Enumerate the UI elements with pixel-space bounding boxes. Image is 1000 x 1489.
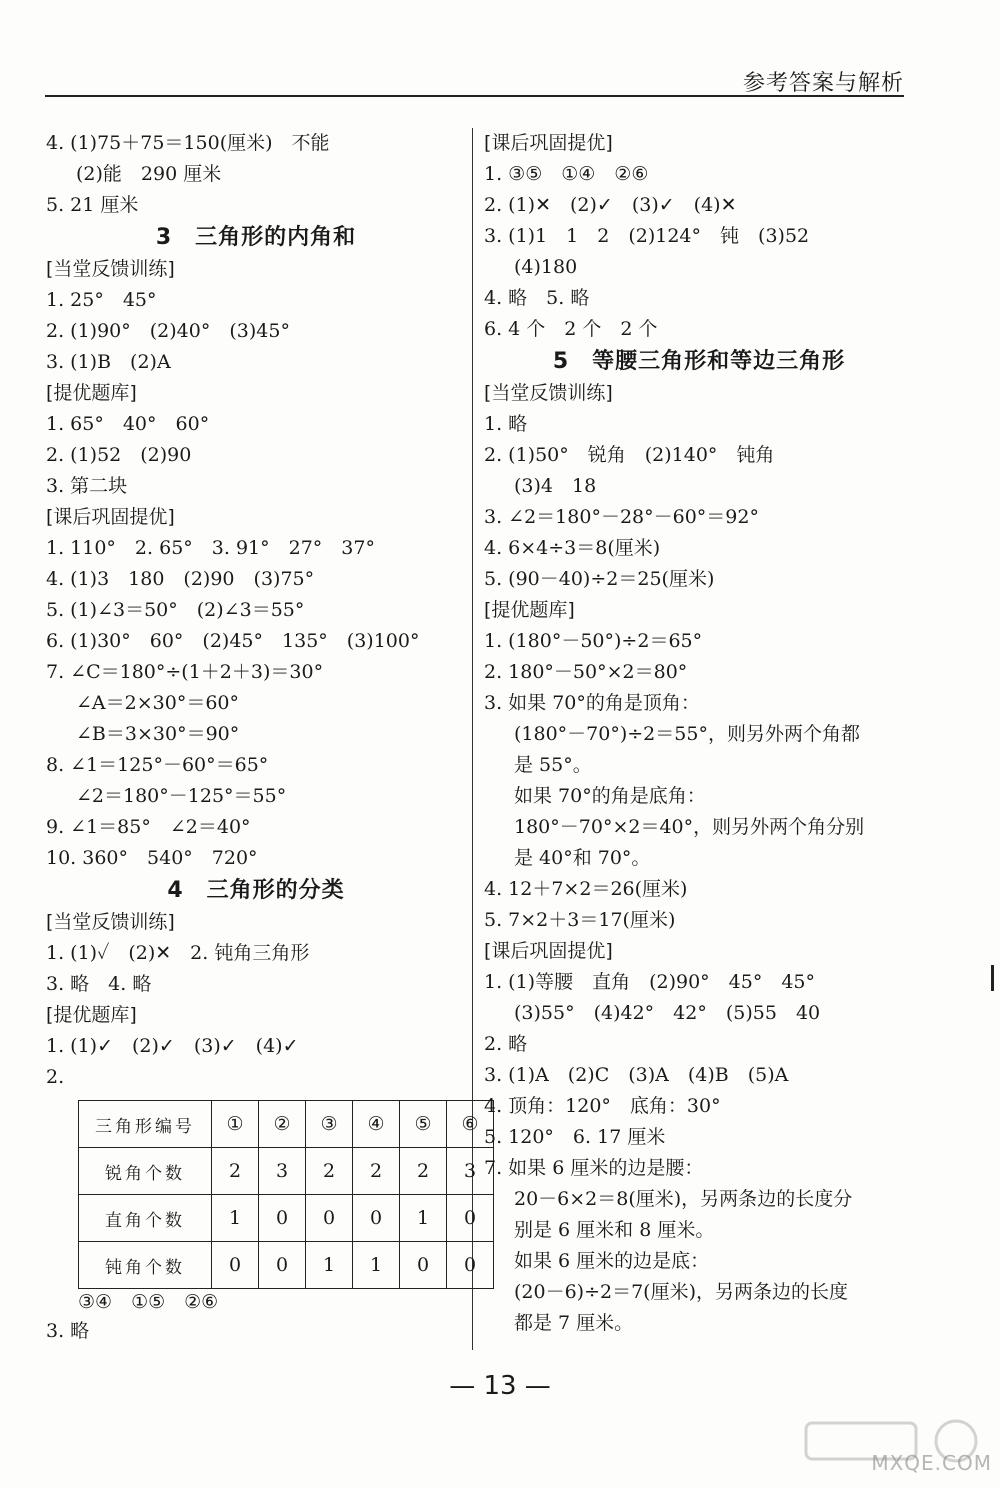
answer-line: 1. 110° 2. 65° 3. 91° 27° 37°	[46, 537, 375, 559]
table-cell: 0	[447, 1242, 494, 1289]
answer-line: 10. 360° 540° 720°	[46, 847, 258, 869]
left-column	[46, 128, 466, 1093]
answer-line: (20－6)÷2＝7(厘米)，另两条边的长度	[514, 1281, 849, 1303]
table-row-label: 直角个数	[79, 1195, 212, 1242]
table-cell: 0	[259, 1195, 306, 1242]
table-header-cell: ①	[212, 1101, 259, 1148]
answer-line: 7. ∠C＝180°÷(1＋2＋3)＝30°	[46, 661, 324, 683]
answer-line: 3. ∠2＝180°－28°－60°＝92°	[484, 506, 759, 528]
table-row	[79, 1148, 494, 1195]
table-header-cell: 三角形编号	[79, 1101, 212, 1148]
table-cell: 0	[400, 1242, 447, 1289]
answer-line: 4. (1)3 180 (2)90 (3)75°	[46, 568, 315, 590]
answer-line: 如果 6 厘米的边是底：	[514, 1250, 710, 1272]
table-cell: 1	[212, 1195, 259, 1242]
table-cell: 1	[306, 1242, 353, 1289]
table-cell: 2	[353, 1148, 400, 1195]
answer-line: 3. (1)B (2)A	[46, 351, 171, 373]
answer-line: (3)55° (4)42° 42° (5)55 40	[514, 1002, 821, 1024]
answer-line: 2. 180°－50°×2＝80°	[484, 661, 688, 683]
answer-line: 如果 70°的角是底角：	[514, 785, 706, 807]
table-header-cell: ⑤	[400, 1101, 447, 1148]
table-cell: 3	[447, 1148, 494, 1195]
answer-line: (3)4 18	[514, 475, 597, 497]
header-title: 参考答案与解析	[742, 71, 904, 96]
answer-line: 6. (1)30° 60° (2)45° 135° (3)100°	[46, 630, 420, 652]
table-header-cell: ③	[306, 1101, 353, 1148]
answer-line: 1. 25° 45°	[46, 289, 157, 311]
answer-line: 是 40°和 70°。	[514, 847, 651, 869]
table-cell: 2	[306, 1148, 353, 1195]
answer-line: 1. 65° 40° 60°	[46, 413, 210, 435]
subsection-label: [提优题库]	[46, 382, 137, 404]
answer-line: 3. 第二块	[46, 475, 128, 497]
answer-line: 1. (1)等腰 直角 (2)90° 45° 45°	[484, 971, 816, 993]
table-header-cell: ②	[259, 1101, 306, 1148]
answer-line: (4)180	[514, 256, 578, 278]
answer-line: 2. (1)90° (2)40° (3)45°	[46, 320, 290, 342]
answer-line: (180°－70°)÷2＝55°，则另外两个角都	[514, 723, 860, 745]
answer-line: 2. (1)50° 锐角 (2)140° 钝角	[484, 444, 775, 466]
answer-line: ∠A＝2×30°＝60°	[76, 692, 240, 714]
answer-line: 180°－70°×2＝40°，则另外两个角分别	[514, 816, 865, 838]
answer-line: 2. (1)✕ (2)✓ (3)✓ (4)✕	[484, 194, 737, 216]
answer-line: 别是 6 厘米和 8 厘米。	[514, 1219, 715, 1241]
answer-line: 2.	[46, 1066, 65, 1088]
section-title: 5 等腰三角形和等边三角形	[552, 349, 846, 374]
answer-line: 1. (1)✓ (2)✓ (3)✓ (4)✓	[46, 1035, 299, 1057]
table-cell: 2	[212, 1148, 259, 1195]
answer-line: 1. (180°－50°)÷2＝65°	[484, 630, 703, 652]
right-column	[484, 128, 914, 1339]
subsection-label: [课后巩固提优]	[484, 132, 613, 154]
answer-line: 1. 略	[484, 413, 528, 435]
section-title: 3 三角形的内角和	[155, 225, 357, 250]
table-cell: 0	[353, 1195, 400, 1242]
table-row-label: 钝角个数	[79, 1242, 212, 1289]
answer-line: ∠2＝180°－125°＝55°	[76, 785, 287, 807]
answer-line: 3. 略 4. 略	[46, 973, 152, 995]
page-number: — 13 —	[449, 1371, 551, 1401]
table-cell: 0	[259, 1242, 306, 1289]
triangle-table	[78, 1100, 494, 1289]
answer-line: 20－6×2＝8(厘米)，另两条边的长度分	[514, 1188, 853, 1210]
page-header	[0, 0, 1000, 100]
answer-line: 是 55°。	[514, 754, 592, 776]
answer-line: 3. (1)A (2)C (3)A (4)B (5)A	[484, 1064, 789, 1086]
table-cell: 0	[447, 1195, 494, 1242]
header-rule	[45, 95, 904, 97]
table-row-label: 锐角个数	[79, 1148, 212, 1195]
answer-line: 5. (1)∠3＝50° (2)∠3＝55°	[46, 599, 305, 621]
answer-line: 5. 21 厘米	[46, 194, 139, 216]
answer-line: 2. 略	[484, 1033, 528, 1055]
answer-line: 4. 12＋7×2＝26(厘米)	[484, 878, 688, 900]
table-cell: 0	[212, 1242, 259, 1289]
answer-line: 3. (1)1 1 2 (2)124° 钝 (3)52	[484, 225, 810, 247]
answer-line: 5. (90－40)÷2＝25(厘米)	[484, 568, 715, 590]
answer-line: ③④ ①⑤ ②⑥	[78, 1291, 219, 1313]
table-header-cell: ④	[353, 1101, 400, 1148]
answer-line: 4. 顶角：120° 底角：30°	[484, 1095, 721, 1117]
answer-line: 7. 如果 6 厘米的边是腰：	[484, 1157, 704, 1179]
answer-line: 6. 4 个 2 个 2 个	[484, 318, 658, 340]
section-title: 4 三角形的分类	[167, 878, 345, 903]
table-cell: 2	[400, 1148, 447, 1195]
table-cell: 0	[306, 1195, 353, 1242]
answer-line: 3. 如果 70°的角是顶角：	[484, 692, 700, 714]
subsection-label: [当堂反馈训练]	[46, 911, 175, 933]
subsection-label: [课后巩固提优]	[46, 506, 175, 528]
answer-line: 2. (1)52 (2)90	[46, 444, 192, 466]
table-cell: 1	[400, 1195, 447, 1242]
answer-line: 都是 7 厘米。	[514, 1312, 634, 1334]
table-header-row	[79, 1101, 494, 1148]
table-row	[79, 1242, 494, 1289]
subsection-label: [提优题库]	[484, 599, 575, 621]
subsection-label: [当堂反馈训练]	[46, 258, 175, 280]
answer-line: 3. 略	[46, 1320, 90, 1342]
subsection-label: [提优题库]	[46, 1004, 137, 1026]
table-cell: 3	[259, 1148, 306, 1195]
answer-line: 5. 120° 6. 17 厘米	[484, 1126, 666, 1148]
answer-line: 9. ∠1＝85° ∠2＝40°	[46, 816, 251, 838]
answer-line: 1. (1)✓ (2)✕ 2. 钝角三角形	[46, 942, 310, 964]
table-header-cell: ⑥	[447, 1101, 494, 1148]
answer-line: (2)能 290 厘米	[76, 163, 222, 185]
answer-line: 4. (1)75＋75＝150(厘米) 不能	[46, 132, 330, 154]
table-row	[79, 1195, 494, 1242]
subsection-label: [当堂反馈训练]	[484, 382, 613, 404]
answer-line: 4. 6×4÷3＝8(厘米)	[484, 537, 661, 559]
margin-mark	[991, 965, 994, 991]
answer-line: 8. ∠1＝125°－60°＝65°	[46, 754, 269, 776]
watermark-text: MXQE.COM	[871, 1451, 992, 1475]
answer-line: ∠B＝3×30°＝90°	[76, 723, 240, 745]
answer-line: 4. 略 5. 略	[484, 287, 590, 309]
answer-line: 5. 7×2＋3＝17(厘米)	[484, 909, 676, 931]
subsection-label: [课后巩固提优]	[484, 940, 613, 962]
answer-line: 1. ③⑤ ①④ ②⑥	[484, 163, 649, 185]
table-cell: 1	[353, 1242, 400, 1289]
